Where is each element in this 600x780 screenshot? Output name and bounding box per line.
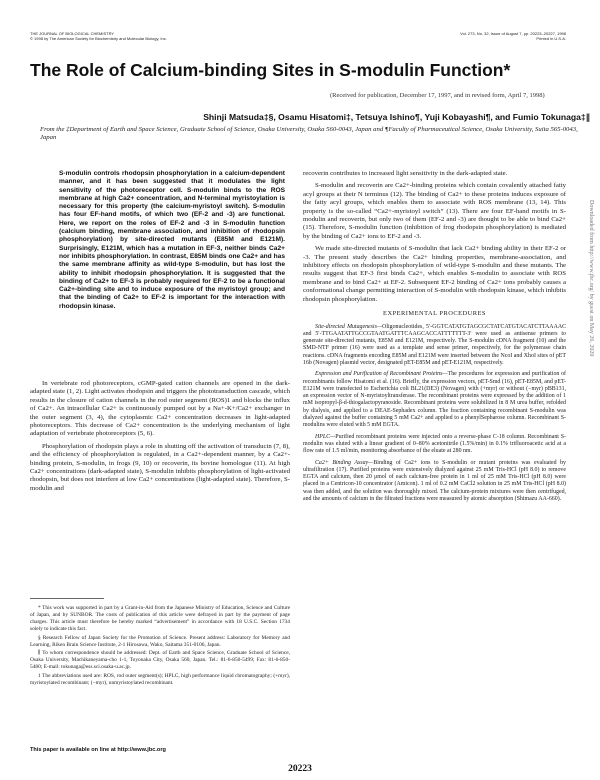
footnote: ∥ To whom correspondence should be addressed: Dept. of Earth and Space Science, Graduate School of Science, Osaka University, Machikaneyama-cho 1-1, Toyonaka City, Osaka 560, Japan. Tel.: 81-6-850-5499; Fax: 81-6-850-5480; E-mail: tokunaga@ess.sci.osaka-u.ac.jp.	[30, 650, 290, 671]
methods-paragraph	[303, 324, 566, 368]
right-column-body	[303, 170, 566, 507]
body-paragraph: recoverin contributes to increased light sensitivity in the dark-adapted state.	[303, 170, 508, 177]
footnote: 1 The abbreviations used are: ROS, rod outer segment(s); HPLC, high performance liquid chromatography; (+myr), myristoylated recombinant; (−myr), unmyristoylated recombinant.	[30, 673, 290, 687]
methods-paragraph	[303, 434, 566, 456]
body-paragraph: S-modulin and recoverin are Ca2+-binding proteins which contain covalently attached fatty acyl groups at their N terminus (12). The binding of Ca2+ to these proteins induces exposure of the fatty acyl groups, which enables them to associate with ROS membrane (13, 14). This property is the so-called “Ca2+-myristoyl switch” (13). There are four EF-hand motifs in S-modulin and recoverin, but only two of them (EF-2 and -3) are thought to be able to bind Ca2+ (15). Therefore, S-modulin function (inhibition of frog rhodopsin phosphorylation) is mediated by the binding of Ca2+ ions to EF-2 and -3.	[303, 182, 566, 240]
journal-header-left	[30, 31, 330, 41]
methods-paragraph	[303, 460, 566, 504]
methods-text: The procedures for expression and purification of recombinants follow Hisatomi et al. (16). Briefly, the expression vectors, pET-Smd (16), pET-E85M, and pET-E121M were transfected to Escherichia coli BL21(DE3) (Novagen) with (+myr) or without (−myr) pBB131, an expression vector of N-myristoyltransferase. The recombinant proteins were expressed by the addition of 1 mM isopropyl-β-d-thiogalactopyranoside. Recombinant proteins were solubilized in 8 M urea buffer, refolded by dialysis, and applied to a DEAE-Sephadex column. The fraction containing recombinant S-modulin was dialyzed against the buffer containing 5 mM Ca2+ and applied to a phenylSepharose column. Recombinant S-modulins were eluted with 5 mM EGTA.	[303, 371, 566, 429]
body-paragraph: In vertebrate rod photoreceptors, cGMP-gated cation channels are opened in the dark-adapted state (1, 2). Light activates rhodopsin and triggers the phototransduction cascade, which results in the closure of cation channels in the rod outer segment (ROS)1 and blocks the influx of Ca2+. An intracellular Ca2+ is continuously pumped out by a Na+-K+/Ca2+ exchanger in the outer segment (3, 4), the cytoplasmic Ca2+ concentration decreases in light-adapted photoreceptors. This decrease of Ca2+ concentration is the underlying mechanism of light adaptation of vertebrate photoreceptors (5, 6).	[30, 380, 290, 438]
journal-name: THE JOURNAL OF BIOLOGICAL CHEMISTRY	[30, 31, 115, 36]
page-number: 20223	[288, 764, 312, 774]
footnote-rule	[30, 598, 104, 599]
methods-text: Binding of Ca2+ ions to S-modulin or mutant proteins was evaluated by ultrafiltration (17). Purified proteins were extensively dialyzed against 25 mM Tris-HCl (pH 8.0) to remove EGTA and calcium, then 20 μmol of each calcium-free protein in 1 ml of 25 mM Tris-HCl (pH 8.0) were placed in a Centricon-10 concentrator (Amicon). 1 ml of 0.2 mM CaCl2 solution in 25 mM Tris-HCl (pH 8.0) was then added, and the solution was thoroughly mixed. The calcium-protein mixtures were then centrifuged, and the amounts of calcium in the filtrated fractions were measured by atomic absorption (Shimazu AA-660).	[303, 459, 566, 503]
body-paragraph: Phosphorylation of rhodopsin plays a role in shutting off the activation of transducin (7, 8), and the efficiency of phosphorylation is regulated, in a Ca2+-dependent manner, by a Ca2+-binding protein, S-modulin, in frogs (9, 10) or recoverin, its bovine homologue (11). At high Ca2+ concentrations (dark-adapted state), S-modulin inhibits phosphorylation of light-activated rhodopsin, but does not interfere at low Ca2+ concentrations (light-adapted state). Therefore, S-modulin and	[30, 442, 290, 492]
left-column-body	[30, 380, 290, 497]
methods-subheading: Expression and Purification of Recombinant Proteins—	[315, 371, 448, 378]
availability-note: This paper is available on line at http://www.jbc.org	[30, 747, 166, 753]
footnote: * This work was supported in part by a Grant-in-Aid from the Japanese Ministry of Education, Science and Culture of Japan, and by SUNBOR. The costs of publication of this article were defrayed in part by the payment of page charges. This article must therefore be hereby marked “advertisement” in accordance with 18 U.S.C. Section 1734 solely to indicate this fact.	[30, 605, 290, 632]
footnotes	[30, 605, 290, 689]
methods-subheading: Site-directed Mutagenesis—	[315, 323, 383, 330]
printed-line: Printed in U.S.A.	[536, 36, 566, 41]
article-title: The Role of Calcium-binding Sites in S-modulin Function*	[30, 60, 511, 80]
section-heading: EXPERIMENTAL PROCEDURES	[383, 310, 486, 318]
methods-paragraph	[303, 371, 566, 429]
download-watermark: Downloaded from http://www.jbc.org/ by guest on May 26, 2020	[588, 200, 594, 357]
methods-subheading: Ca2+ Binding Assay—	[315, 459, 374, 466]
copyright-line: © 1998 by The American Society for Biochemistry and Molecular Biology, Inc.	[30, 36, 167, 41]
volume-line: Vol. 273, No. 32, Issue of August 7, pp. 20223–20227, 1998	[460, 31, 566, 36]
methods-text: Oligonucleotides, 5′-GGTCATATGTAGCGCTATCATGTACATCTTAAAAC and 5′-TTGAATATTGCCGTAATGATTTCAAGCACCATTTTTTT-3′ were used as antisense primers to generate site-directed mutants, E85M and E121M, respectively. The S-modulin cDNA fragment (10) and the SMD-NTF primer (16) were used as a template and sense primer, respectively, for the polymerase chain reactions. cDNA fragments encoding E85M and E121M were inserted between the NcoI and XhoI sites of pET 16b (Novagen) plasmid vector, designated pET-E85M and pET-E121M, respectively.	[303, 323, 566, 366]
journal-header-right	[330, 31, 566, 41]
abstract: S-modulin controls rhodopsin phosphorylation in a calcium-dependent manner, and it has been suggested that it modulates the light sensitivity of the photoreceptor cell. S-modulin binds to the ROS membrane at high Ca2+ concentration, and N-terminal myristoylation is necessary for this property (the calcium-myristoyl switch). S-modulin has four EF-hand motifs, of which two (EF-2 and -3) are functional. Here, we report on the roles of EF-2 and -3 in S-modulin function (calcium binding, membrane association, and inhibition of rhodopsin phosphorylation) by site-directed mutants (E85M and E121M). Surprisingly, E121M, which has a mutation in EF-3, neither binds Ca2+ nor inhibits phosphorylation. In contrast, E85M binds one Ca2+ and has the same membrane affinity as wild-type S-modulin, but has lost the ability to inhibit rhodopsin phosphorylation. It is suggested that the binding of Ca2+ to EF-3 is probably required for EF-2 to be a functional Ca2+-binding site and to induce exposure of the myristoyl group; and that the binding of Ca2+ to EF-2 is important for the interaction with rhodopsin kinase.	[59, 170, 285, 310]
methods-subheading: HPLC—	[315, 433, 336, 440]
body-paragraph: We made site-directed mutants of S-modulin that lack Ca2+ binding ability in their EF-2 or -3. The present study describes the Ca2+ binding properties, membrane-association, and inhibitory effects on rhodopsin phosphorylation of wild-type S-modulin and these mutants. The results suggest that EF-3 first binds Ca2+, which enables S-modulin to associate with ROS membrane and to bind Ca2+ at EF-2. Subsequent EF-2 binding of Ca2+ ions probably causes a conformational change permitting interaction of S-modulin with rhodopsin kinase, which inhibits rhodopsin phosphorylation.	[303, 245, 567, 303]
received-dates: (Received for publication, December 17, 1997, and in revised form, April 7, 1998)	[330, 92, 545, 99]
affiliation: From the ‡Department of Earth and Space Science, Graduate School of Science, Osaka University, Osaka 560-0043, Japan and ¶Faculty of Pharmaceutical Science, Osaka University, Suita 565-0043, Japan	[40, 126, 578, 141]
author-list: Shinji Matsuda‡§, Osamu Hisatomi‡, Tetsuya Ishino¶, Yuji Kobayashi¶, and Fumio Tokunaga‡∥	[203, 112, 590, 122]
footnote: § Research Fellow of Japan Society for the Promotion of Science. Present address: Laboratory for Memory and Learning, Riken Brain Science Institute, 2-1 Hirosawa, Wako, Saitama 351-0106, Japan.	[30, 634, 290, 648]
methods-text: Purified recombinant proteins were injected onto a reverse-phase C-18 column. Recombinant S-modulin was eluted with a linear gradient of 0–80% acetonitrile (1.5%/min) in 0.1% trifluoroacetic acid at a flow rate of 1.5 ml/min, monitoring absorbance of the eluate at 280 nm.	[303, 433, 566, 455]
